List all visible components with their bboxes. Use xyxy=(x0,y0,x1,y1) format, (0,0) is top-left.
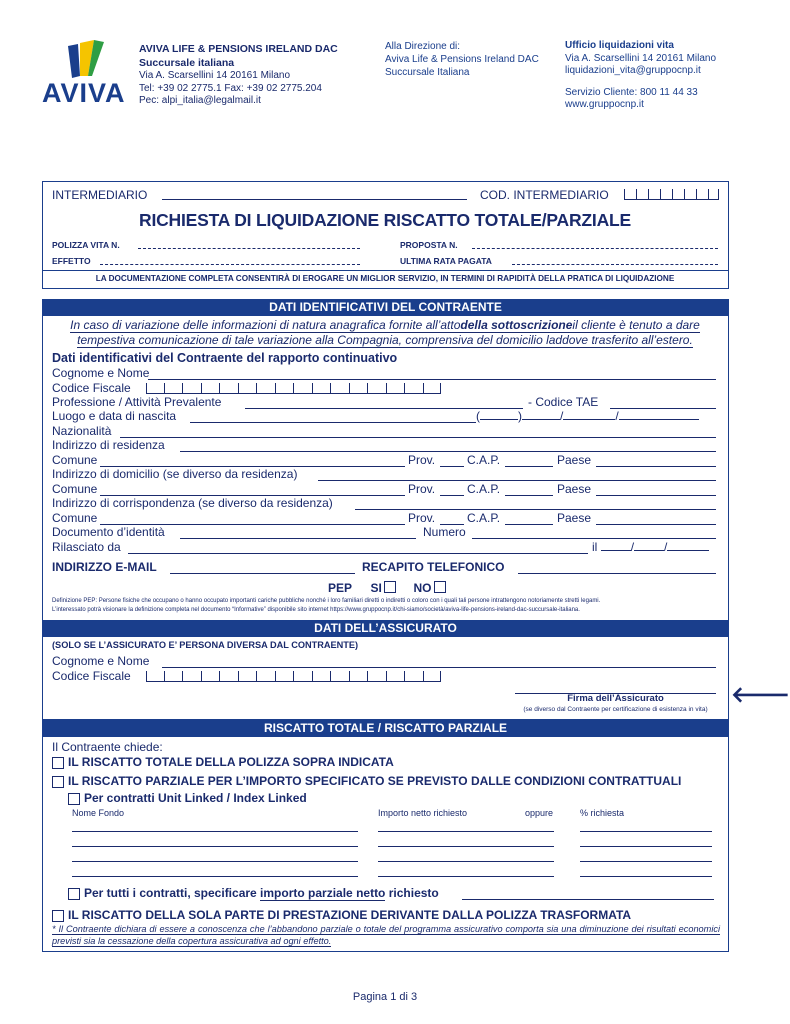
domicilio-field[interactable] xyxy=(318,480,716,481)
tutti-part-3: richiesto xyxy=(385,886,439,900)
comune-label: Comune xyxy=(52,453,98,467)
service-phone: Servizio Cliente: 800 11 44 33 xyxy=(565,86,698,98)
pep-no-checkbox[interactable] xyxy=(434,581,446,593)
firma-note: (se diverso dal Contraente per certificazione di esistenza in vita) xyxy=(523,706,708,713)
unit-linked-checkbox[interactable] xyxy=(68,793,80,805)
comune-label-3: Comune xyxy=(52,511,98,525)
dest-line-1: Alla Direzione di: xyxy=(385,41,461,52)
documentation-note: LA DOCUMENTAZIONE COMPLETA CONSENTIRÀ DI EROGARE UN MIGLIOR SERVIZIO, IN TERMINI DI RAPIDITÀ DELLA PRATICA DI LIQUIDAZIONE xyxy=(95,274,675,283)
destination xyxy=(385,40,555,79)
telefono-label: RECAPITO TELEFONICO xyxy=(362,560,505,574)
pep-row xyxy=(328,581,451,595)
riscatto-parziale-label: IL RISCATTO PARZIALE PER L’IMPORTO SPECIFICATO SE PREVISTO DALLE CONDIZIONI CONTRATTUALI xyxy=(68,774,682,788)
pep-definition-2: L’interessato potrà visionare la definizione completa nel documento “Informative” disponibile sito internet https://www.gruppocnp.it/chi-siamo/società/aviva-life-pensions-ireland-dac-succursale-italiana. xyxy=(52,606,580,613)
fondo-row-1-perc[interactable] xyxy=(580,831,712,832)
rilasciato-label: Rilasciato da xyxy=(52,540,121,554)
tutti-part-1: Per tutti i contratti, specificare xyxy=(84,886,261,900)
assicurato-cognome-label: Cognome e Nome xyxy=(52,654,150,668)
data-nascita-separators: ( ) / / xyxy=(476,409,699,423)
luogo-nascita-field[interactable] xyxy=(190,422,476,423)
domicilio-label: Indirizzo di domicilio (se diverso da residenza) xyxy=(52,467,298,481)
cap-label: C.A.P. xyxy=(467,453,501,467)
notice-part-1: In caso di variazione delle informazioni di natura anagrafica fornite all’atto xyxy=(70,318,461,332)
assicurato-note: (SOLO SE L’ASSICURATO E’ PERSONA DIVERSA DAL CONTRAENTE) xyxy=(52,640,359,650)
office-email: liquidazioni_vita@gruppocnp.it xyxy=(565,65,701,76)
col-nome-fondo: Nome Fondo xyxy=(72,808,125,818)
prov-field[interactable] xyxy=(440,466,464,467)
logo-text: AVIVA xyxy=(42,78,126,108)
page-number: Pagina 1 di 3 xyxy=(352,991,418,1003)
notice-part-4: tempestiva comunicazione di tale variazione alla Compagnia, comprensiva del domicilio laddove trasferito all’estero. xyxy=(77,333,693,347)
cap-field-3[interactable] xyxy=(505,524,553,525)
cognome-nome-label: Cognome e Nome xyxy=(52,366,150,380)
col-oppure: oppure xyxy=(525,808,554,818)
fondo-row-1-nome[interactable] xyxy=(72,831,358,832)
office-title: Ufficio liquidazioni vita xyxy=(565,40,674,51)
cod-intermediario-field[interactable] xyxy=(624,189,719,200)
documento-label: Documento d’identità xyxy=(52,525,165,539)
aviva-logo xyxy=(42,40,132,106)
company-address: Via A. Scarsellini 14 20161 Milano xyxy=(139,70,291,81)
pep-definition xyxy=(52,597,722,614)
riscatto-footnote xyxy=(52,923,720,947)
luogo-data-label: Luogo e data di nascita xyxy=(52,409,177,423)
unit-linked-label: Per contratti Unit Linked / Index Linked xyxy=(84,791,307,805)
col-importo: Importo netto richiesto xyxy=(378,808,468,818)
prov-label-3: Prov. xyxy=(408,511,436,525)
tutti-contratti-checkbox[interactable] xyxy=(68,888,80,900)
riscatto-totale-label: IL RISCATTO TOTALE DELLA POLIZZA SOPRA INDICATA xyxy=(68,755,394,769)
email-field[interactable] xyxy=(170,573,355,574)
paese-label-3: Paese xyxy=(557,511,592,525)
contraente-section-title: DATI IDENTIFICATIVI DEL CONTRAENTE xyxy=(42,299,729,316)
riscatto-totale-checkbox[interactable] xyxy=(52,757,64,769)
importo-parziale-field[interactable] xyxy=(462,899,714,900)
assicurato-section-title: DATI DELL’ASSICURATO xyxy=(42,620,729,637)
tutti-part-2: importo parziale netto xyxy=(260,886,386,900)
professione-label: Professione / Attività Prevalente xyxy=(52,395,222,409)
prov-label-2: Prov. xyxy=(408,482,436,496)
arrow-left-icon: 🡐 xyxy=(731,682,790,707)
residenza-field[interactable] xyxy=(180,451,716,452)
fondo-row-3-nome[interactable] xyxy=(72,861,358,862)
pep-label: PEP xyxy=(328,581,352,595)
proposta-label: PROPOSTA N. xyxy=(400,240,458,250)
fondo-row-4-nome[interactable] xyxy=(72,876,358,877)
notice-part-3: il cliente è tenuto a dare xyxy=(572,318,700,332)
effetto-field[interactable] xyxy=(100,264,360,265)
ultima-rata-label: ULTIMA RATA PAGATA xyxy=(400,256,492,266)
telefono-field[interactable] xyxy=(518,573,716,574)
ultima-rata-field[interactable] xyxy=(512,264,718,265)
corrispondenza-field[interactable] xyxy=(355,509,716,510)
rilascio-data: il / / xyxy=(592,540,709,554)
il-label: il xyxy=(592,540,598,554)
company-phone: Tel: +39 02 2775.1 Fax: +39 02 2775.204 xyxy=(139,82,322,94)
polizza-field[interactable] xyxy=(138,248,360,249)
prov-field-2[interactable] xyxy=(440,495,464,496)
cap-field[interactable] xyxy=(505,466,553,467)
numero-label: Numero xyxy=(423,525,466,539)
chiede-label: Il Contraente chiede: xyxy=(52,740,163,754)
page-title: RICHIESTA DI LIQUIDAZIONE RISCATTO TOTALE/PARZIALE xyxy=(139,210,631,230)
company-branch: Succursale italiana xyxy=(139,56,235,69)
prov-label: Prov. xyxy=(408,453,436,467)
aviva-logo-mark-icon xyxy=(42,40,132,80)
codice-fiscale-label: Codice Fiscale xyxy=(52,381,131,395)
paese-field[interactable] xyxy=(596,466,716,467)
cap-field-2[interactable] xyxy=(505,495,553,496)
divider xyxy=(42,270,729,271)
fondo-row-3-perc[interactable] xyxy=(580,861,712,862)
assicurato-cf-label: Codice Fiscale xyxy=(52,669,131,683)
documento-field[interactable] xyxy=(180,538,416,539)
fondo-row-2-importo[interactable] xyxy=(378,846,554,847)
corrispondenza-label: Indirizzo di corrispondenza (se diverso da residenza) xyxy=(52,496,333,510)
intermediario-field[interactable] xyxy=(162,199,467,200)
col-percentuale: % richiesta xyxy=(580,808,625,818)
cap-label-3: C.A.P. xyxy=(467,511,501,525)
assicurato-cognome-field[interactable] xyxy=(162,667,716,668)
sola-parte-checkbox[interactable] xyxy=(52,910,64,922)
paese-label: Paese xyxy=(557,453,592,467)
office-address: Via A. Scarsellini 14 20161 Milano xyxy=(565,52,717,64)
riscatto-section-title: RISCATTO TOTALE / RISCATTO PARZIALE xyxy=(42,720,729,737)
office-info xyxy=(565,40,745,112)
dest-line-3: Succursale Italiana xyxy=(385,67,470,78)
cap-label-2: C.A.P. xyxy=(467,482,501,496)
paese-field-3[interactable] xyxy=(596,524,716,525)
company-pec: Pec: alpi_italia@legalmail.it xyxy=(139,95,261,106)
email-label: INDIRIZZO E-MAIL xyxy=(52,560,157,574)
fondo-row-2-nome[interactable] xyxy=(72,846,358,847)
pep-si-checkbox[interactable] xyxy=(384,581,396,593)
footnote-text: * Il Contraente dichiara di essere a conoscenza che l’abbandono parziale o totale del programma assicurativo comporta sia una diminuzione dei risultati economici previsti sia la cessazione della copertura assicurativa ad ogni effetto. xyxy=(52,924,720,946)
contraente-subtitle: Dati identificativi del Contraente del rapporto continuativo xyxy=(52,351,398,365)
fondo-row-4-perc[interactable] xyxy=(580,876,712,877)
intermediario-label: INTERMEDIARIO xyxy=(52,188,148,202)
company-info xyxy=(139,43,369,108)
dest-line-2: Aviva Life & Pensions Ireland DAC xyxy=(385,54,539,65)
effetto-label: EFFETTO xyxy=(52,256,91,266)
fondo-row-1-importo[interactable] xyxy=(378,831,554,832)
firma-label: Firma dell’Assicurato xyxy=(567,693,664,704)
fondo-row-4-importo[interactable] xyxy=(378,876,554,877)
company-name: AVIVA LIFE & PENSIONS IRELAND DAC xyxy=(139,43,338,55)
pep-no-label: NO xyxy=(413,581,432,595)
polizza-label: POLIZZA VITA N. xyxy=(52,240,120,250)
fondo-row-3-importo[interactable] xyxy=(378,861,554,862)
paese-field-2[interactable] xyxy=(596,495,716,496)
codice-fiscale-field[interactable] xyxy=(146,383,441,394)
codice-tae-label: - Codice TAE xyxy=(528,395,599,409)
tutti-contratti-label xyxy=(84,886,439,901)
nazionalita-field[interactable] xyxy=(120,437,716,438)
service-web: www.gruppocnp.it xyxy=(565,99,644,110)
proposta-field[interactable] xyxy=(472,248,718,249)
comune-label-2: Comune xyxy=(52,482,98,496)
residenza-label: Indirizzo di residenza xyxy=(52,438,165,452)
nazionalita-label: Nazionalità xyxy=(52,424,112,438)
sola-parte-label: IL RISCATTO DELLA SOLA PARTE DI PRESTAZIONE DERIVANTE DALLA POLIZZA TRASFORMATA xyxy=(68,908,632,922)
pep-si-label: SI xyxy=(370,581,382,595)
notice-part-2: della sottoscrizione xyxy=(460,318,573,332)
cod-intermediario-label: COD. INTERMEDIARIO xyxy=(480,188,609,202)
cognome-nome-field[interactable] xyxy=(148,379,716,380)
riscatto-parziale-checkbox[interactable] xyxy=(52,776,64,788)
pep-definition-1: Definizione PEP: Persone fisiche che occupano o hanno occupato importanti cariche pubbliche nonché i loro familiari diretti o indiretti o coloro con i quali tali persone intrattengono notoriamente stretti legami. xyxy=(52,598,601,604)
assicurato-cf-field[interactable] xyxy=(146,671,441,682)
numero-field[interactable] xyxy=(472,538,716,539)
paese-label-2: Paese xyxy=(557,482,592,496)
rilasciato-field[interactable] xyxy=(128,553,588,554)
contraente-notice xyxy=(0,318,770,348)
fondo-row-2-perc[interactable] xyxy=(580,846,712,847)
